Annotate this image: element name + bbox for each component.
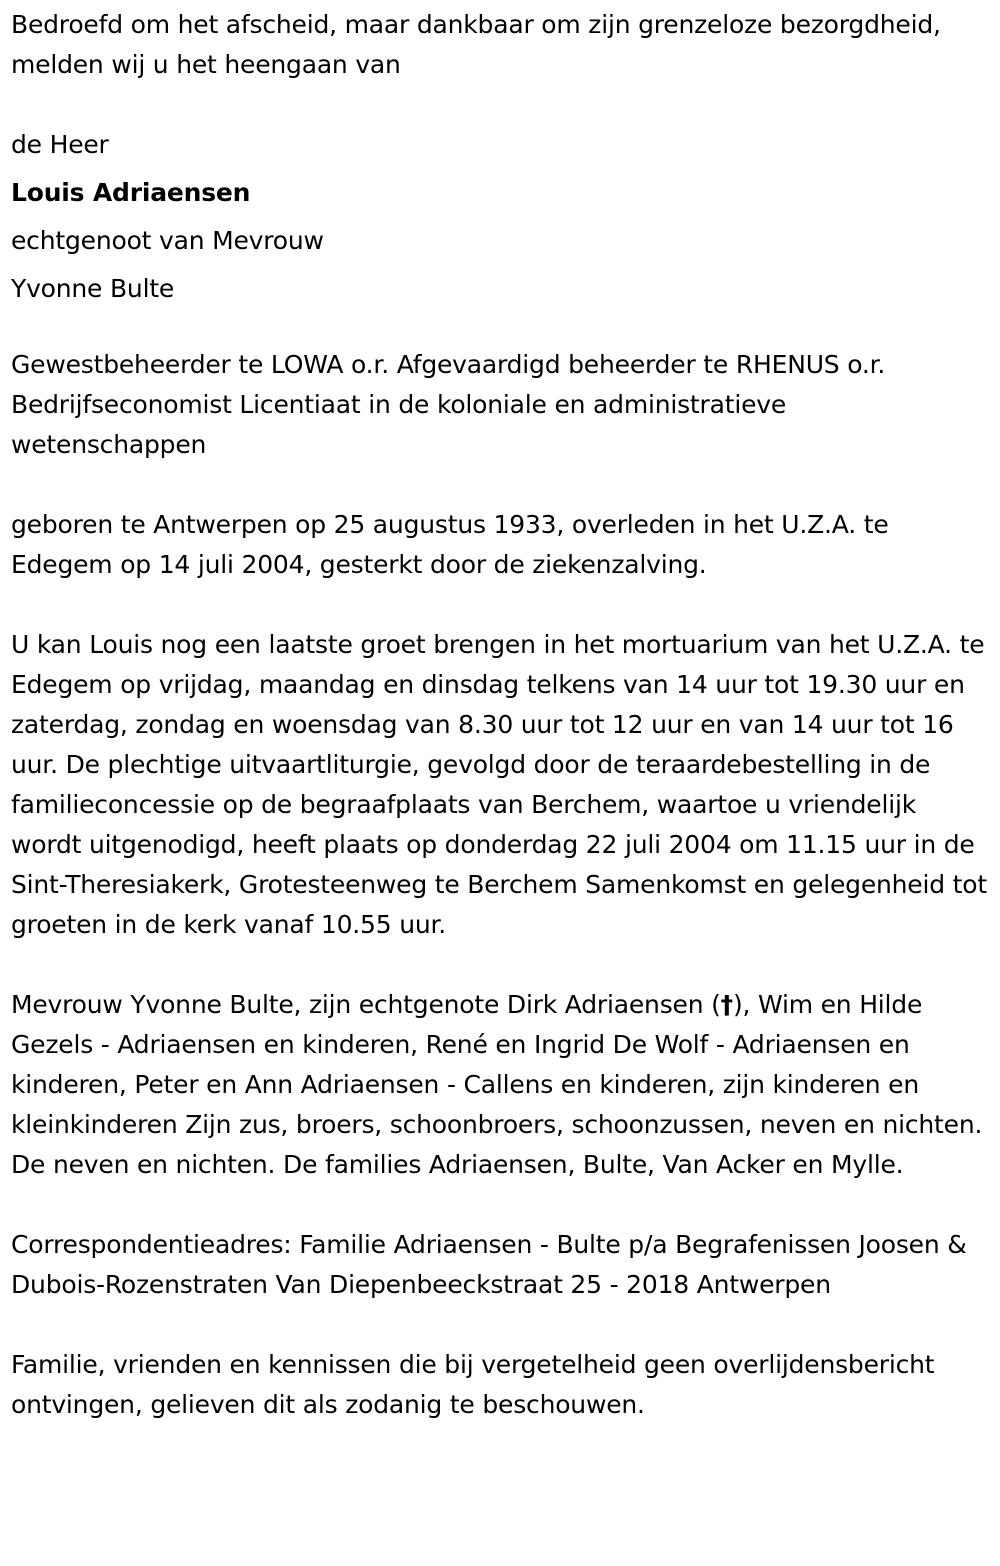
family-text-before-cross: Mevrouw Yvonne Bulte, zijn echtgenote Dirk Adriaensen ( xyxy=(11,990,721,1019)
spouse-name: Yvonne Bulte xyxy=(11,274,175,303)
family-paragraph xyxy=(11,985,987,1185)
visitation-funeral-paragraph: U kan Louis nog een laatste groet brengen in het mortuarium van het U.Z.A. te Edegem op vrijdag, maandag en dinsdag telkens van 14 uur tot 19.30 uur en zaterdag, zondag en woensdag van 8.30 uur tot 12 uur en van 14 uur tot 16 uur. De plechtige uitvaartliturgie, gevolgd door de teraardebestelling in de familieconcessie op de begraafplaats van Berchem, waartoe u vriendelijk wordt uitgenodigd, heeft plaats op donderdag 22 juli 2004 om 11.15 uur in de Sint-Theresiakerk, Grotesteenweg te Berchem Samenkomst en gelegenheid tot groeten in de kerk vanaf 10.55 uur. xyxy=(11,630,987,939)
intro-paragraph: Bedroefd om het afscheid, maar dankbaar om zijn grenzeloze bezorgdheid, melden wij u het heengaan van xyxy=(11,10,941,79)
closing-paragraph: Familie, vrienden en kennissen die bij vergetelheid geen overlijdensbericht ontvingen, gelieven dit als zodanig te beschouwen. xyxy=(11,1350,935,1419)
correspondence-paragraph: Correspondentieadres: Familie Adriaensen - Bulte p/a Begrafenissen Joosen & Dubois-Rozenstraten Van Diepenbeeckstraat 25 - 2018 Antwerpen xyxy=(11,1230,967,1299)
family-text-after-cross: ), Wim en Hilde Gezels - Adriaensen en kinderen, René en Ingrid De Wolf - Adriaensen en kinderen, Peter en Ann Adriaensen - Callens en kinderen, zijn kinderen en kleinkinderen Zijn zus, broers, schoonbroers, schoonzussen, neven en nichten. De neven en nichten. De families Adriaensen, Bulte, Van Acker en Mylle. xyxy=(11,990,983,1179)
birth-death-paragraph: geboren te Antwerpen op 25 augustus 1933, overleden in het U.Z.A. te Edegem op 14 juli 2004, gesterkt door de ziekenzalving. xyxy=(11,510,889,579)
salutation: de Heer xyxy=(11,130,109,159)
cross-icon: † xyxy=(720,990,733,1019)
deceased-name: Louis Adriaensen xyxy=(11,178,251,207)
titles-paragraph: Gewestbeheerder te LOWA o.r. Afgevaardigd beheerder te RHENUS o.r. Bedrijfseconomist Licentiaat in de koloniale en administratieve wetenschappen xyxy=(11,350,886,459)
spouse-prefix: echtgenoot van Mevrouw xyxy=(11,226,324,255)
deceased-block xyxy=(11,121,987,313)
